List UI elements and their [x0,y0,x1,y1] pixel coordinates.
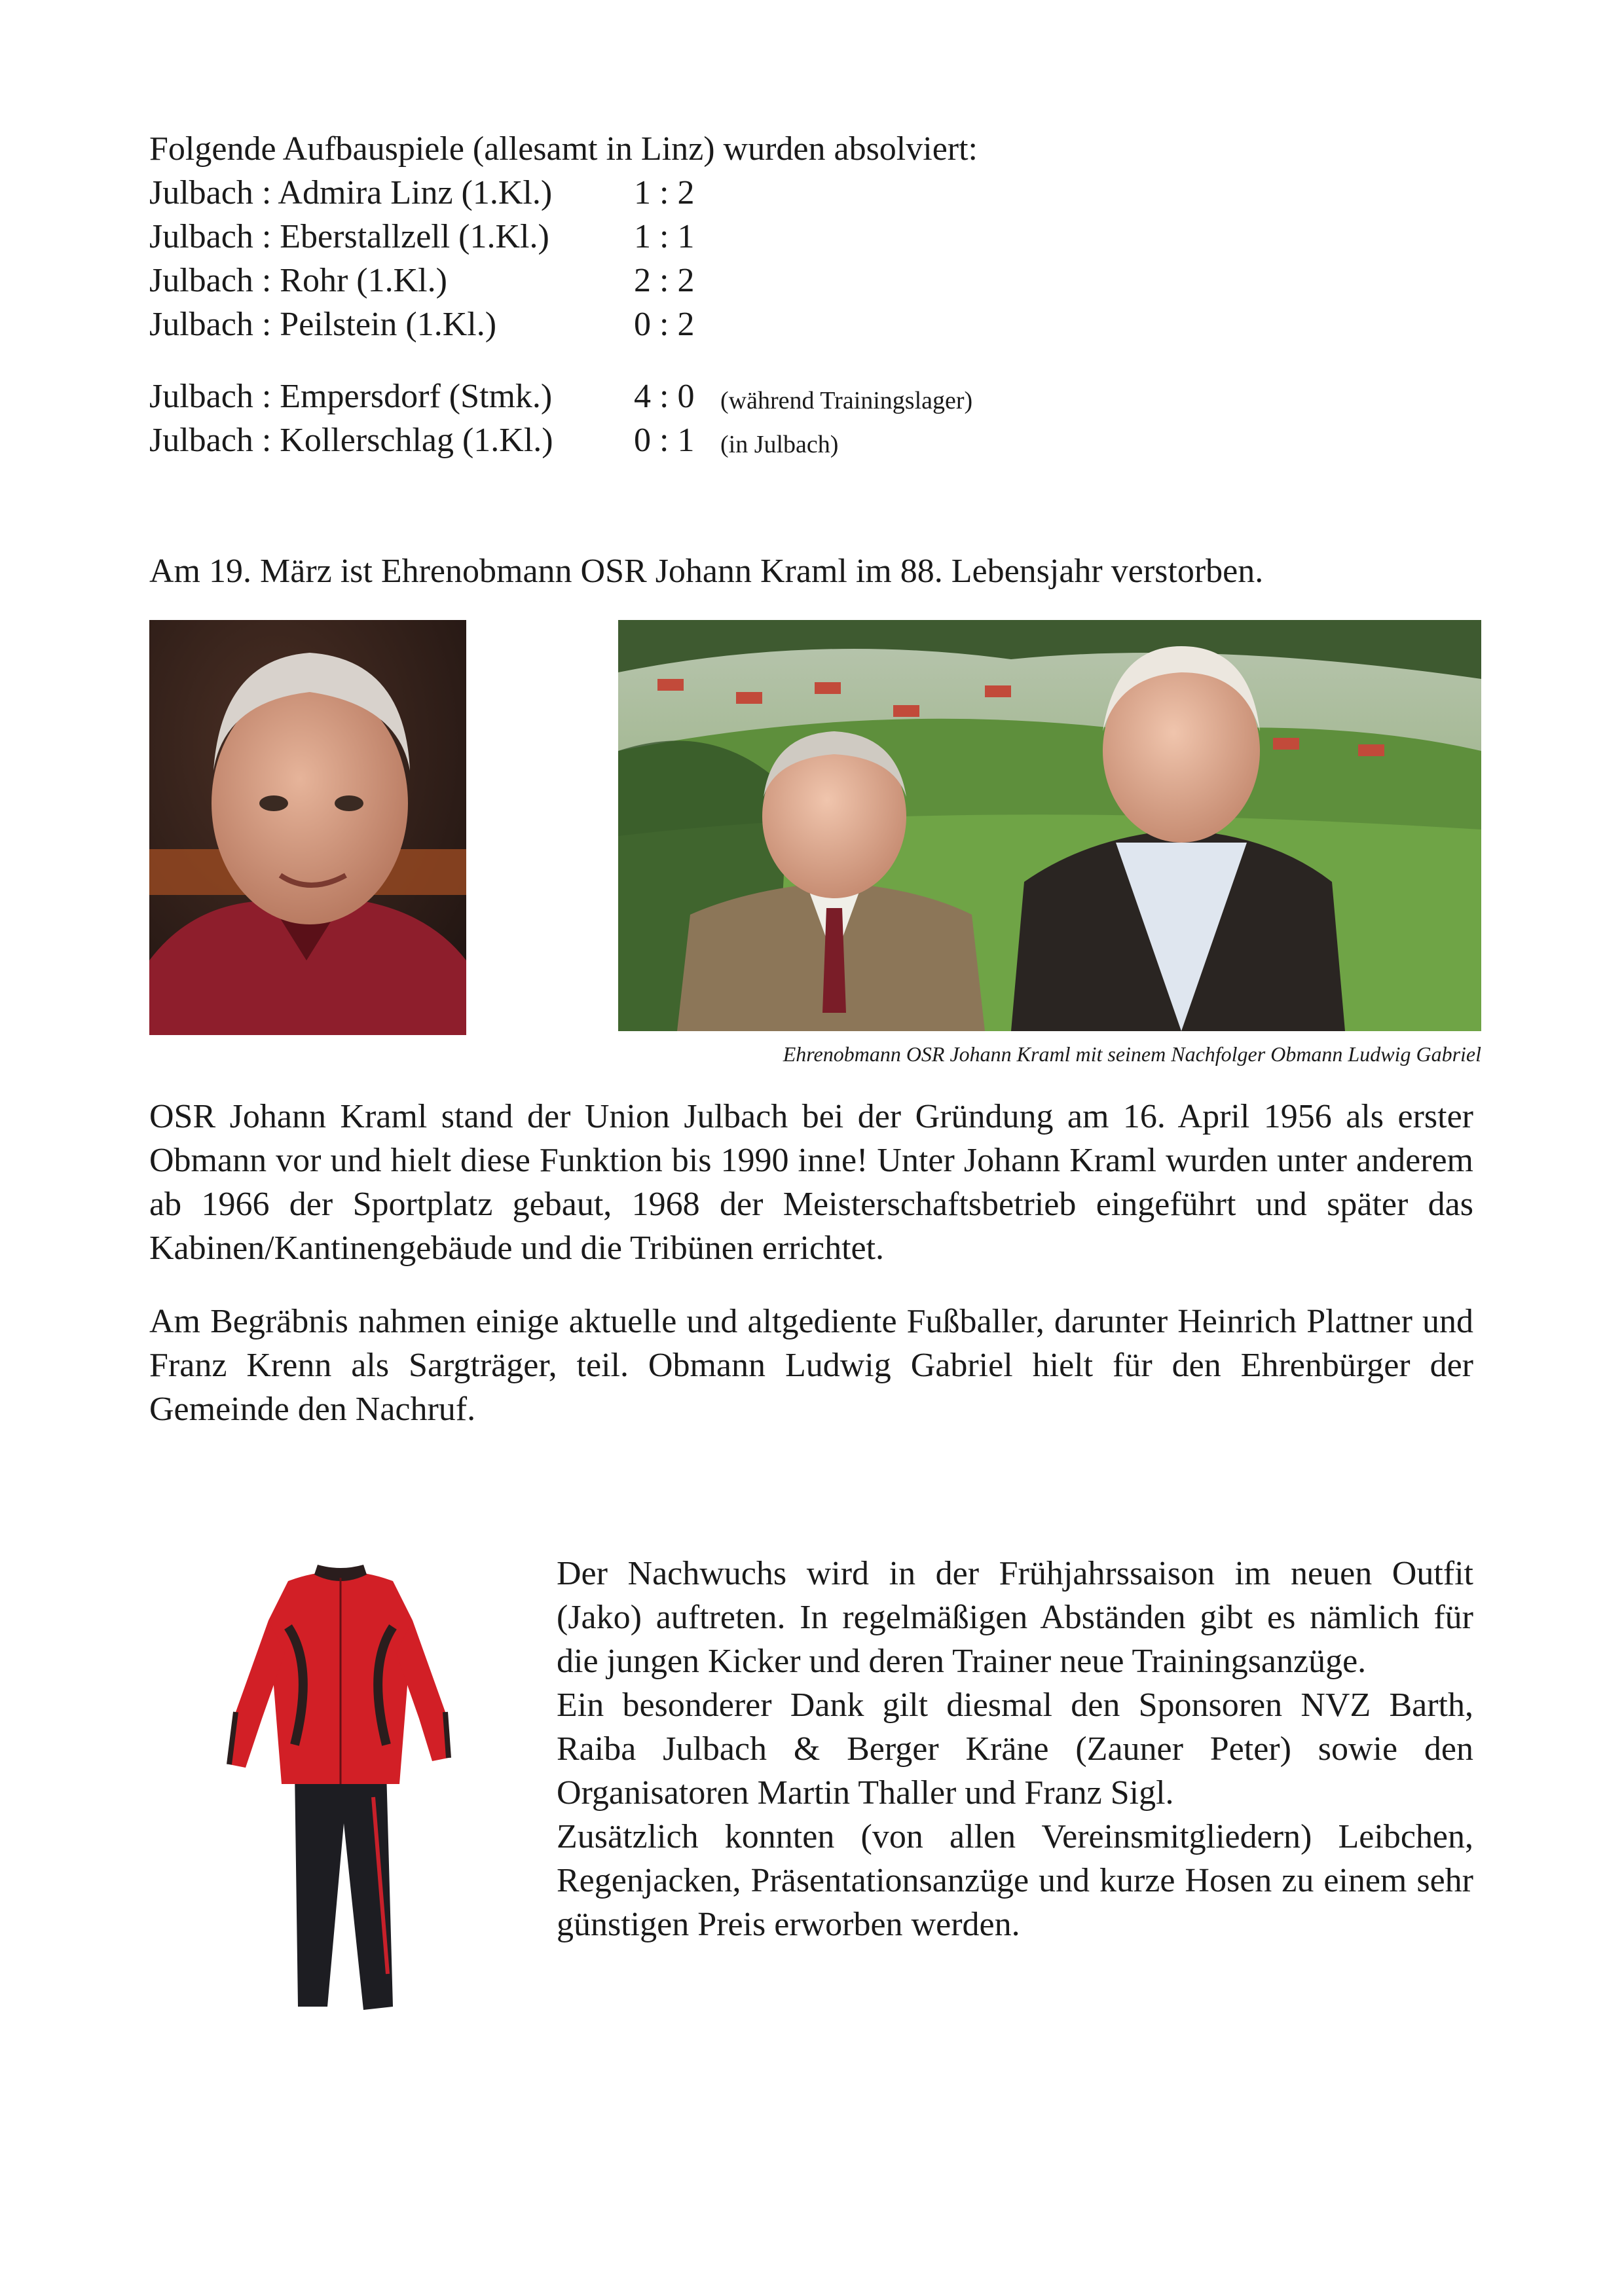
game-score: 2 : 2 [634,262,695,299]
group-photo [618,620,1481,1031]
game-teams: Julbach : Empersdorf (Stmk.) [149,378,553,415]
portrait-image [149,620,466,1035]
game-note: (in Julbach) [720,431,839,458]
game-score: 1 : 2 [634,174,695,211]
group-image [618,620,1481,1031]
youth-sponsors-text: Ein besonderer Dank gilt diesmal den Sponsoren NVZ Barth, Raiba Julbach & Berger Kräne (Zauner Peter) sowie den Organisatoren Martin Thaller und Franz Sigl. [557,1686,1473,1812]
youth-outfit-text: Der Nachwuchs wird in der Frühjahrssaison im neuen Outfit (Jako) auftreten. In regelmäßigen Abständen gibt es nämlich für die jungen Kicker und deren Trainer neue Trainingsanzüge. [557,1555,1473,1680]
tracksuit-image [216,1548,465,2020]
paragraph-history [149,1095,1473,1270]
game-note: (während Trainingslager) [720,387,973,414]
game-score: 0 : 1 [634,422,695,459]
game-score: 4 : 0 [634,378,695,415]
game-teams: Julbach : Rohr (1.Kl.) [149,262,447,299]
paragraph-history-text: OSR Johann Kraml stand der Union Julbach bei der Gründung am 16. April 1956 als erster Obmann vor und hielt diese Funktion bis 1990 inne! Unter Johann Kraml wurden unter anderem ab 1966 der Sportplatz gebaut, 1968 der Meisterschaftsbetrieb eingeführt und später das Kabinen/Kantinengebäude und die Tribünen errichtet. [149,1098,1473,1267]
game-teams: Julbach : Peilstein (1.Kl.) [149,306,497,343]
obituary-heading: Am 19. März ist Ehrenobmann OSR Johann Kraml im 88. Lebensjahr verstorben. [149,553,1264,590]
game-score: 0 : 2 [634,306,695,343]
game-teams: Julbach : Kollerschlag (1.Kl.) [149,422,553,459]
youth-extras-text: Zusätzlich konnten (von allen Vereinsmitgliedern) Leibchen, Regenjacken, Präsentationsanzüge und kurze Hosen zu einem sehr günstigen Preis erworben werden. [557,1818,1473,1943]
youth-section [557,1552,1473,1946]
tracksuit-icon [216,1548,465,2020]
portrait-photo [149,620,466,1035]
game-teams: Julbach : Eberstallzell (1.Kl.) [149,218,549,255]
game-teams: Julbach : Admira Linz (1.Kl.) [149,174,553,211]
game-score: 1 : 1 [634,218,695,255]
photo-caption: Ehrenobmann OSR Johann Kraml mit seinem Nachfolger Obmann Ludwig Gabriel [783,1042,1481,1066]
paragraph-funeral-text: Am Begräbnis nahmen einige aktuelle und altgediente Fußballer, darunter Heinrich Plattner und Franz Krenn als Sargträger, teil. Obmann Ludwig Gabriel hielt für den Ehrenbürger der Gemeinde den Nachruf. [149,1303,1473,1428]
paragraph-funeral [149,1300,1473,1431]
games-intro: Folgende Aufbauspiele (allesamt in Linz) wurden absolviert: [149,130,978,168]
